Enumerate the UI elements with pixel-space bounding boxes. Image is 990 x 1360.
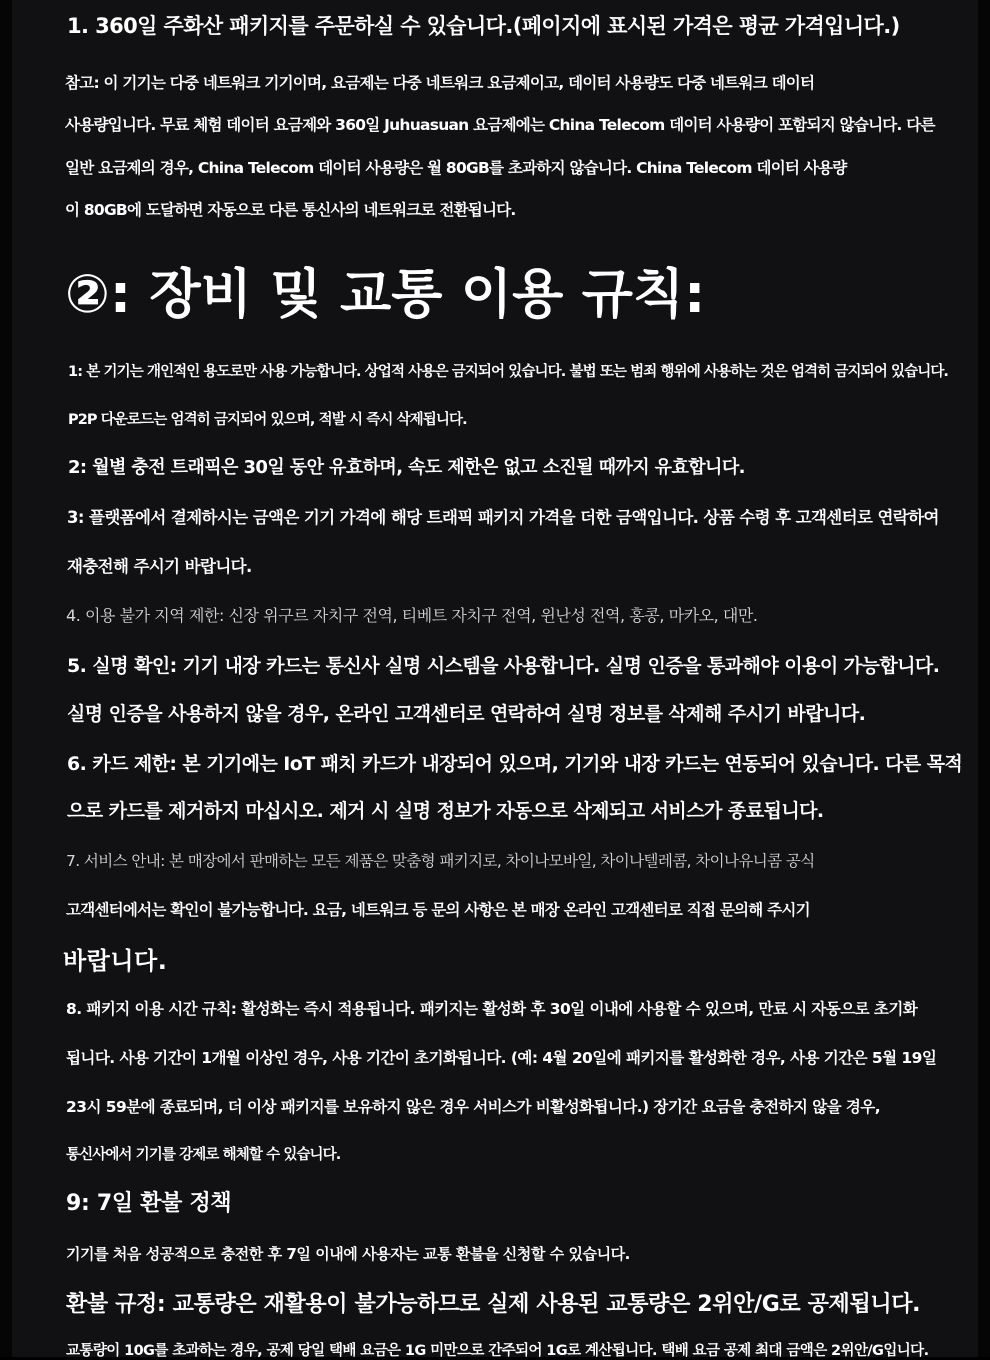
rule-6-line-2: 으로 카드를 제거하지 마십시오. 제거 시 실명 정보가 자동으로 삭제되고 서비스가 종료됩니다.	[67, 800, 824, 822]
rule-2: 2: 월별 충전 트래픽은 30일 동안 유효하며, 속도 제한은 없고 소진될 때까지 유효합니다.	[68, 457, 745, 478]
rule-7-line-3: 바랍니다.	[63, 947, 168, 975]
note-line-3: 일반 요금제의 경우, China Telecom 데이터 사용량은 월 80GB를 초과하지 않습니다. China Telecom 데이터 사용량	[65, 159, 847, 177]
rule-5-line-1: 5. 실명 확인: 기기 내장 카드는 통신사 실명 시스템을 사용합니다. 실명 인증을 통과해야 이용이 가능합니다.	[67, 655, 940, 677]
note-line-1: 참고: 이 기기는 다중 네트워크 기기이며, 요금제는 다중 네트워크 요금제이고, 데이터 사용량도 다중 네트워크 데이터	[65, 74, 815, 92]
rule-5-line-2: 실명 인증을 사용하지 않을 경우, 온라인 고객센터로 연락하여 실명 정보를 삭제해 주시기 바랍니다.	[67, 703, 866, 725]
right-border	[978, 0, 990, 1357]
package-order-heading: 1. 360일 주화산 패키지를 주문하실 수 있습니다.(페이지에 표시된 가격은 평균 가격입니다.)	[67, 14, 900, 38]
note-line-2: 사용량입니다. 무료 체험 데이터 요금제와 360일 Juhuasuan 요금제에는 China Telecom 데이터 사용량이 포함되지 않습니다. 다른	[65, 116, 935, 134]
rule-8-line-3: 23시 59분에 종료되며, 더 이상 패키지를 보유하지 않은 경우 서비스가 비활성화됩니다.) 장기간 요금을 충전하지 않을 경우,	[66, 1098, 881, 1116]
rule-1-line-2: P2P 다운로드는 엄격히 금지되어 있으며, 적발 시 즉시 삭제됩니다.	[68, 412, 467, 428]
rule-8-line-1: 8. 패키지 이용 시간 규칙: 활성화는 즉시 적용됩니다. 패키지는 활성화 후 30일 이내에 사용할 수 있으며, 만료 시 자동으로 초기화	[66, 1000, 918, 1018]
rule-7-line-2: 고객센터에서는 확인이 불가능합니다. 요금, 네트워크 등 문의 사항은 본 매장 온라인 고객센터로 직접 문의해 주시기	[66, 901, 810, 919]
rule-8-line-2: 됩니다. 사용 기간이 1개월 이상인 경우, 사용 기간이 초기화됩니다. (예: 4월 20일에 패키지를 활성화한 경우, 사용 기간은 5월 19일	[66, 1049, 937, 1067]
rule-7-line-1: 7. 서비스 안내: 본 매장에서 판매하는 모든 제품은 맞춤형 패키지로, 차이나모바일, 차이나텔레콤, 차이나유니콤 공식	[66, 852, 815, 870]
rule-4: 4. 이용 불가 지역 제한: 신장 위구르 자치구 전역, 티베트 자치구 전역, 윈난성 전역, 홍콩, 마카오, 대만.	[66, 606, 758, 625]
refund-rule-text: 교통량이 10G를 초과하는 경우, 공제 당일 택배 요금은 1G 미만으로 간주되어 1G로 계산됩니다. 택배 요금 공제 최대 금액은 2위안/G입니다.	[66, 1343, 929, 1359]
left-border	[0, 0, 12, 1357]
rule-3-line-2: 재충전해 주시기 바랍니다.	[67, 557, 252, 576]
refund-policy-title: 9: 7일 환불 정책	[66, 1191, 232, 1216]
rule-6-line-1: 6. 카드 제한: 본 기기에는 IoT 패치 카드가 내장되어 있으며, 기기와 내장 카드는 연동되어 있습니다. 다른 목적	[67, 753, 963, 775]
rule-3-line-1: 3: 플랫폼에서 결제하시는 금액은 기기 가격에 해당 트래픽 패키지 가격을 더한 금액입니다. 상품 수령 후 고객센터로 연락하여	[67, 508, 939, 527]
rule-8-line-4: 통신사에서 기기를 강제로 해체할 수 있습니다.	[66, 1147, 341, 1163]
refund-rule-heading: 환불 규정: 교통량은 재활용이 불가능하므로 실제 사용된 교통량은 2위안/G로 공제됩니다.	[66, 1292, 921, 1317]
rule-1-line-1: 1: 본 기기는 개인적인 용도로만 사용 가능합니다. 상업적 사용은 금지되어 있습니다. 불법 또는 범죄 행위에 사용하는 것은 엄격히 금지되어 있습니다.	[68, 364, 949, 380]
refund-policy-text: 기기를 처음 성공적으로 충전한 후 7일 이내에 사용자는 교통 환불을 신청할 수 있습니다.	[66, 1245, 630, 1263]
usage-rules-title: ②: 장비 및 교통 이용 규칙:	[65, 264, 706, 325]
note-line-4: 이 80GB에 도달하면 자동으로 다른 통신사의 네트워크로 전환됩니다.	[65, 201, 516, 219]
